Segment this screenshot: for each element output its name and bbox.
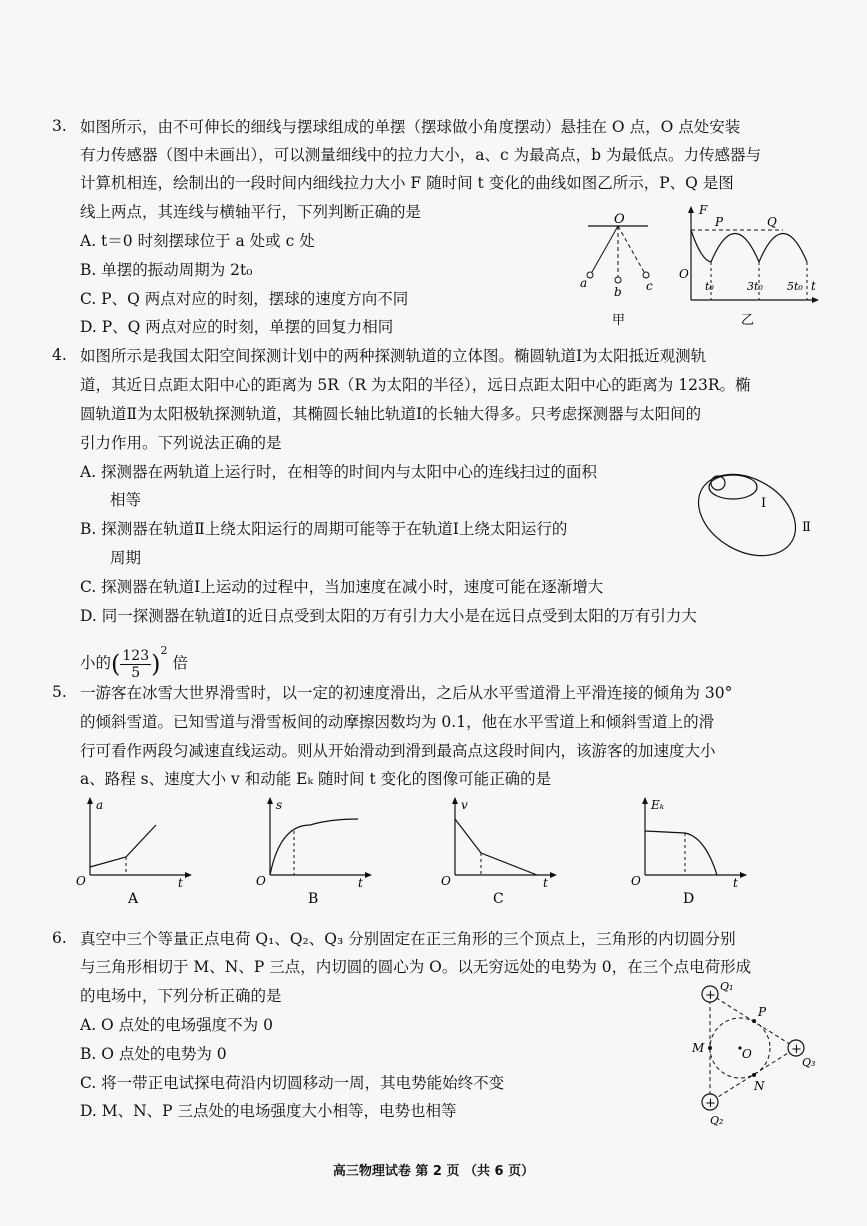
q5-number: 5.	[52, 683, 67, 701]
q5-graph-b	[250, 795, 380, 910]
q3-stem-line-1: 如图所示，由不可伸长的细线与摆球组成的单摆（摆球做小角度摆动）悬挂在 O 点，O 点处安装	[80, 118, 741, 136]
q3-stem-line-3: 计算机相连，绘制出的一段时间内细线拉力大小 F 随时间 t 变化的曲线如图乙所示，P、Q 是图	[80, 174, 734, 192]
q5-graph-b-x: t	[358, 876, 363, 890]
q6-option-d: D. M、N、P 三点处的电场强度大小相等，电势也相等	[80, 1102, 457, 1120]
q3-option-d: D. P、Q 两点对应的时刻，单摆的回复力相同	[80, 318, 394, 336]
q4-fig-orbit-i: Ⅰ	[761, 496, 767, 511]
q4-fig-orbit-ii: Ⅱ	[802, 520, 811, 535]
q4-stem-line-3: 圆轨道Ⅱ为太阳极轨探测轨道，其椭圆长轴比轨道Ⅰ的长轴大得多。只考虑探测器与太阳间的	[80, 405, 702, 423]
q4-option-b-cont: 周期	[110, 549, 142, 567]
q6-number: 6.	[52, 929, 67, 947]
q6-fig-p: P	[758, 1005, 767, 1019]
q4-option-d-cont	[80, 634, 188, 681]
q5-graph-c-x: t	[543, 876, 548, 890]
q6-fig-n: N	[754, 1079, 765, 1093]
q6-plus-q1: +	[705, 988, 716, 1003]
q4-figure-orbits	[685, 455, 825, 580]
q5-graph-d-caption: D	[683, 891, 695, 907]
q4-option-c: C. 探测器在轨道Ⅰ上运动的过程中，当加速度在减小时，速度可能在逐渐增大	[80, 578, 604, 596]
q5-graph-a-caption: A	[128, 891, 139, 907]
q6-stem-line-3: 的电场中，下列分析正确的是	[80, 987, 282, 1005]
q5-graph-a-o: O	[76, 874, 86, 888]
q5-graph-a-x: t	[178, 876, 183, 890]
q4-option-a-cont: 相等	[110, 491, 142, 509]
q3-option-b: B. 单摆的振动周期为 2t₀	[80, 261, 253, 279]
q4-paren-right: )	[151, 650, 161, 678]
q4-option-d-prefix: 小的	[80, 654, 112, 672]
q5-graph-c-y: v	[461, 798, 468, 812]
q3-fig-o2-label: O	[679, 267, 689, 281]
q4-stem-line-4: 引力作用。下列说法正确的是	[80, 434, 282, 452]
q3-fig-jia-caption: 甲	[612, 313, 626, 328]
q5-graph-c-o: O	[441, 874, 451, 888]
q6-option-b: B. O 点处的电势为 0	[80, 1045, 227, 1063]
q4-number: 4.	[52, 346, 67, 364]
q3-fig-o-label: O	[614, 212, 625, 227]
q3-fig-f-label: F	[699, 203, 708, 217]
q5-graph-d-x: t	[733, 876, 738, 890]
q5-graph-d	[625, 795, 755, 910]
q4-frac-den: 5	[131, 664, 141, 681]
q4-fraction	[120, 648, 151, 681]
q3-fig-yi-caption: 乙	[741, 313, 755, 328]
q5-graph-a	[70, 795, 200, 910]
q5-graph-b-y: s	[276, 798, 283, 812]
page-footer: 高三物理试卷 第 2 页 （共 6 页）	[332, 1164, 535, 1179]
q3-stem-line-4: 线上两点，其连线与横轴平行，下列判断正确的是	[80, 203, 422, 221]
q3-figure-pendulum	[570, 212, 670, 332]
q6-fig-q3: Q₃	[802, 1056, 816, 1069]
q6-fig-o: O	[742, 1047, 752, 1061]
q4-option-b: B. 探测器在轨道Ⅱ上绕太阳运行的周期可能等于在轨道Ⅰ上绕太阳运行的	[80, 520, 568, 538]
q3-option-c: C. P、Q 两点对应的时刻，摆球的速度方向不同	[80, 290, 409, 308]
q5-stem-line-4: a、路程 s、速度大小 v 和动能 Eₖ 随时间 t 变化的图像可能正确的是	[80, 770, 552, 788]
q5-graph-d-y: Eₖ	[651, 798, 665, 812]
q4-exponent: 2	[160, 644, 168, 657]
q5-graph-a-y: a	[96, 798, 104, 812]
q3-figure-force-time	[675, 200, 830, 335]
q6-fig-q1: Q₁	[720, 980, 734, 993]
q4-paren-left: (	[111, 650, 121, 678]
q3-fig-b-label: b	[614, 285, 622, 299]
q6-stem-line-2: 与三角形相切于 M、N、P 三点，内切圆的圆心为 O。以无穷远处的电势为 0，在三个点电荷形成	[80, 958, 752, 976]
q4-option-a: A. 探测器在两轨道上运行时，在相等的时间内与太阳中心的连线扫过的面积	[80, 463, 598, 481]
q4-stem-line-2: 道，其近日点距太阳中心的距离为 5R（R 为太阳的半径），远日点距太阳中心的距离为 123R。椭	[80, 376, 751, 394]
q3-fig-a-label: a	[580, 276, 588, 290]
q3-option-a: A. t＝0 时刻摆球位于 a 处或 c 处	[80, 232, 315, 250]
q6-fig-m: M	[692, 1041, 705, 1055]
q3-stem-line-2: 有力传感器（图中未画出），可以测量细线中的拉力大小，a、c 为最高点，b 为最低点。力传感器与	[80, 146, 761, 164]
q6-stem-line-1: 真空中三个等量正点电荷 Q₁、Q₂、Q₃ 分别固定在正三角形的三个顶点上，三角形的内切圆分别	[80, 930, 736, 948]
q5-graph-b-o: O	[256, 874, 266, 888]
q3-fig-3t0-label: 3t₀	[747, 280, 763, 293]
q4-stem-line-1: 如图所示是我国太阳空间探测计划中的两种探测轨道的立体图。椭圆轨道Ⅰ为太阳抵近观测轨	[80, 347, 707, 365]
q5-graph-b-caption: B	[308, 891, 319, 907]
q6-figure-charges	[680, 978, 830, 1128]
q6-plus-q3: +	[791, 1042, 802, 1057]
q3-fig-p-label: P	[715, 215, 724, 229]
q3-number: 3.	[52, 117, 67, 135]
q4-option-d: D. 同一探测器在轨道Ⅰ的近日点受到太阳的万有引力大小是在远日点受到太阳的万有引力大	[80, 607, 697, 625]
q6-option-a: A. O 点处的电场强度不为 0	[80, 1016, 273, 1034]
q5-graph-c-caption: C	[493, 891, 504, 907]
q3-fig-t0-label: t₀	[705, 280, 714, 293]
q6-option-c: C. 将一带正电试探电荷沿内切圆移动一周，其电势能始终不变	[80, 1074, 505, 1092]
q6-fig-q2: Q₂	[710, 1114, 724, 1127]
q5-stem-line-3: 行可看作两段匀减速直线运动。则从开始滑动到滑到最高点这段时间内，该游客的加速度大小	[80, 742, 716, 760]
q5-graph-d-o: O	[631, 874, 641, 888]
q4-option-d-suffix: 倍	[172, 654, 188, 672]
q3-fig-t-label: t	[811, 279, 816, 293]
q4-frac-num: 123	[122, 647, 150, 664]
q3-fig-q-label: Q	[767, 215, 777, 229]
q5-stem-line-1: 一游客在冰雪大世界滑雪时，以一定的初速度滑出，之后从水平雪道滑上平滑连接的倾角为 30°	[80, 684, 733, 702]
q5-graph-c	[435, 795, 565, 910]
q3-fig-c-label: c	[646, 279, 653, 293]
q3-fig-5t0-label: 5t₀	[787, 280, 803, 293]
q6-plus-q2: +	[705, 1096, 716, 1111]
q5-stem-line-2: 的倾斜雪道。已知雪道与滑雪板间的动摩擦因数均为 0.1，他在水平雪道上和倾斜雪道上的滑	[80, 713, 715, 731]
